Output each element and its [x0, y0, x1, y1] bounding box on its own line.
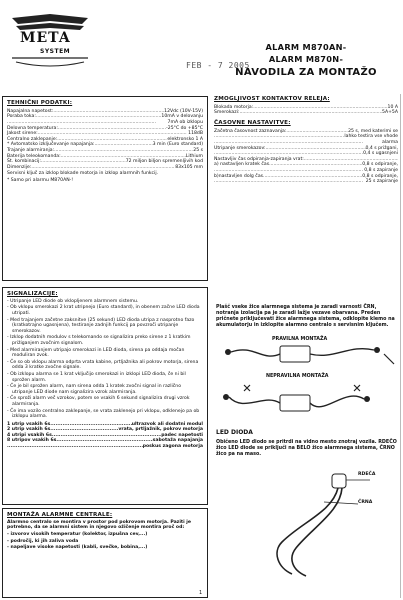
relay-rows	[214, 105, 398, 116]
blink-row: 8 utripov vsakih 6s ..... sabotaža napajanja	[7, 438, 203, 444]
timing-row: a) nastavljen kratek čas ..... 0,8 s odpiranje,	[214, 162, 398, 168]
timing-row: ..... 0,4 s ugasnjeni	[214, 151, 398, 157]
tech-row: Napajalna napetost: ..... 12Vdc (10V-15V)	[7, 109, 203, 115]
timing-row: b)nastavljen dolg čas ..... 0,8 s odpiranje,	[214, 174, 398, 180]
led-label-red: RDEČA	[358, 472, 376, 477]
blink-row: 4 utripi vsakih 6s ..... padec napetosti	[7, 433, 203, 439]
blink-codes	[7, 422, 203, 450]
led-text: Običeno LED diodo se pritrdi na vidno mesto znotraj vozila. RDEČO žico LED diode se priključi na BELO žico alarmnega sistema, ČRNO žico pa na maso.	[216, 440, 397, 457]
tech-title: TEHNIČNI PODATKI:	[7, 100, 73, 106]
tech-row: Delovna temperatura: ..... -25°C do +85°C	[7, 126, 203, 132]
mounting-item: - področij, ki jih zaliva voda	[7, 538, 79, 544]
timing-title: ČASOVNE NASTAVITVE:	[214, 120, 291, 126]
led-drawing	[262, 472, 382, 582]
relay-row: Smerokazi: ..... 5A+5A	[214, 110, 398, 116]
timing-row: ..... alarma	[214, 140, 398, 146]
tech-data-box	[2, 96, 208, 281]
tech-row: Trajanje alarmiranja: ..... 25 s	[7, 148, 203, 154]
signal-box	[2, 287, 208, 505]
tech-extra-2: * Samo pri alarmu M870AN-!	[7, 177, 74, 183]
relay-row: Blokada motorja: ..... 10 A	[214, 105, 398, 111]
relays-block	[214, 96, 398, 185]
signal-item: - Če je bil sprožen alarm, nam sirena odda 1 kratek zvočni signal in različno utripanje LED diode nam signalizira vzrok alarmiranja.	[7, 384, 181, 395]
tech-extra-1: Servisni ključ za izklop blokade motorja in izklop alarmnih funkcij.	[7, 171, 159, 177]
logo-subtext: SYSTEM	[40, 48, 71, 55]
tech-row: ..... 7mA ob izklopu	[7, 120, 203, 126]
tech-row: * Avtomatsko izključevanje napajanja: ..... 3 min (Euro standard)	[7, 142, 203, 148]
signal-item: - Izklop dodatnih modulov s telekomando se signalizira preko sirene z 1 kratkim prižiganjem zvočnim signalom.	[7, 335, 191, 346]
correct-mounting-diagram	[214, 336, 398, 370]
led-diagram	[262, 472, 382, 582]
mounting-text: Alarmno centralo se montira v prostor pod pokrovom motorja. Paziti je potrebno, da se alarmni sistem in njegovo ožičenje montira proč od:	[7, 519, 191, 531]
blink-row: 2 utrip vsakih 6s ..... vrata, prtljažnik, pokrov motorja	[7, 427, 203, 433]
date-stamp: FEB - 7 2005	[186, 61, 250, 70]
signal-item: - Utripanje LED diode ob vklopljenem alarmnem sistemu.	[7, 298, 139, 304]
title-line-2: ALARM M870N-	[268, 54, 344, 64]
signal-item: - Med alarmiranjem utripajo smerokazi in LED dioda, sirena pa oddaja močan moduliran zvok.	[7, 347, 185, 359]
signal-item: - Če ima vozilo centralno zaklepanje, se vrata zaklenejo pri vklopu, odklenejo pa ob izklopu alarma.	[7, 408, 200, 420]
timing-row: ..... lahko testira vse vhode	[214, 134, 398, 140]
mounting-item: - napeljave visoke napetosti (kabli, svečke, bobina,...)	[7, 545, 148, 551]
tech-row: Jakost sirene: ..... 118dB	[7, 131, 203, 137]
led-title: LED DIODA	[216, 429, 253, 436]
blink-row: ..... poskus zagona motorja	[7, 444, 203, 450]
wrong-mounting-diagram	[214, 373, 398, 425]
signal-item: - Ob vklopu smerokazi 2 krat utripnejo (Euro standard), in obenem začne LED dioda utripati.	[7, 305, 200, 316]
timing-row: ..... 0,8 s zapiranje	[214, 168, 398, 174]
page-number: 1	[199, 590, 203, 596]
document-title	[216, 42, 396, 79]
logo-text: META	[20, 30, 71, 46]
wiring-note: Plašč vseke žice alarmnega sistema je zaradi varnosti ČRN, notranja izolacija pa je zaradi lažje vezave obarvana. Preden pričnete priključevati žice alarmnega sistema, odklopite klemo na akumulatorju in izklopite alarmno centralo s servisnim ključem.	[216, 305, 395, 328]
title-line-3: NAVODILA ZA MONTAŽO	[235, 67, 377, 78]
tech-row: Centralno zaklepanje: ..... elektronsko 1 A	[7, 137, 203, 143]
wrong-mounting-drawing	[214, 373, 398, 425]
wrong-mounting-label: NEPRAVILNA MONTAŽA	[266, 374, 329, 379]
signal-item: - Če sproži alarm več vzrokov, potem se vsakih 6 sekund signalizira drugi vzrok alarmiranja.	[7, 396, 190, 407]
led-label-black: ČRNA	[358, 500, 373, 505]
timing-row: ..... 25 s zapiranje	[214, 179, 398, 185]
tech-rows	[7, 109, 203, 171]
mounting-item: - izvorov visokih temperatur (kolektor, izpušna cev,...)	[7, 532, 148, 537]
tech-row: Poraba toka: ..... 10mA v delovanju	[7, 114, 203, 120]
timing-rows	[214, 129, 398, 185]
tech-row: Baterija teleokomanda: ..... Lithium	[7, 154, 203, 160]
tech-row: Dimenzije: ..... 83x105 mm	[7, 165, 203, 171]
right-margin-line	[400, 94, 401, 598]
timing-row: Nastavljiv čas odpiranja-zapiranja vrat: .....	[214, 157, 398, 163]
timing-row: Utripanje smerokazov: ..... 0,4 s prižgani,	[214, 146, 398, 152]
signal-item: - Ob izklopu alarma se 1 krat vključijo smerokazi in izklopi LED dioda, če ni bil sprožen alarm.	[7, 371, 186, 383]
blink-row: 1 utrip vsakih 6s ..... ultrazvok ali dodatni modul	[7, 422, 203, 428]
mounting-title: MONTAŽA ALARMNE CENTRALE:	[7, 512, 113, 518]
mounting-box	[2, 508, 208, 598]
title-line-1: ALARM M870AN-	[265, 42, 347, 52]
tech-row: Št. kombinacij: ..... 72 miljon biljon spremenljivih kod	[7, 159, 203, 165]
relays-title: ZMOGLJIVOST KONTAKTOV RELEJA:	[214, 96, 330, 102]
signal-item: - Če so ob vklopu alarma odprta vrata kabine, prtljažnika ali pokrov motorja, sirena odda 3 kratke zvočne signale.	[7, 359, 199, 371]
correct-mounting-label: PRAVILNA MONTAŽA	[272, 337, 328, 342]
signal-title: SIGNALIZACIJE:	[7, 291, 58, 297]
signal-item: - Med trajanjem začetne zaksnitve (25 sekund) LED dioda utripa z nasprotno fazo (kratkotrajno ugasnjena), testiranje zadnjih funkcij pa povzroči utripanje smerokazov.	[7, 317, 195, 334]
timing-row: Začetna časovnost zaznavanja: ..... 25 s, med katerimi se	[214, 129, 398, 135]
